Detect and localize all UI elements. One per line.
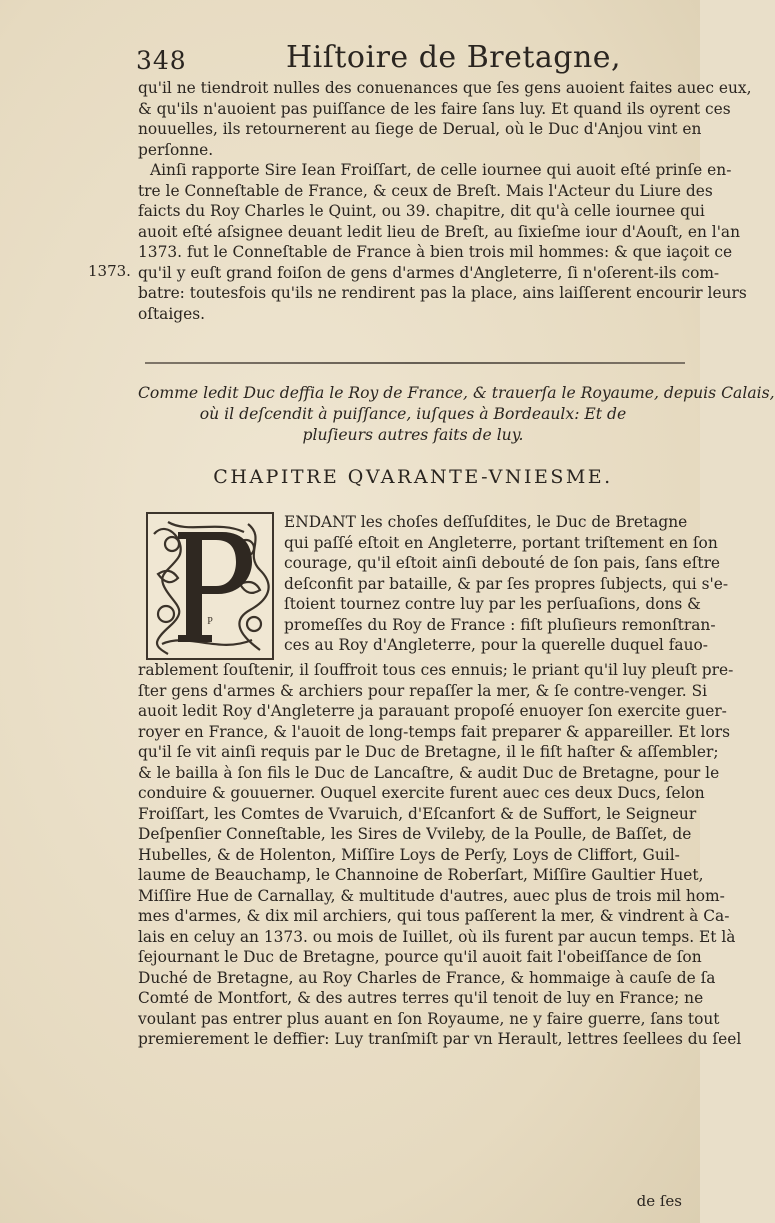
text-line: lais en celuy an 1373. ou mois de Iuillet, où ils furent par aucun temps. Et là (138, 927, 736, 946)
text-line: ſtoient tournez contre luy par les perſuaſions, dons & (284, 595, 701, 613)
text-line: & le bailla à ſon fils le Duc de Lancaſtre, & audit Duc de Bretagne, pour le (138, 763, 720, 782)
ornamental-drop-cap (146, 512, 274, 660)
text-line: qu'il ſe vit ainſi requis par le Duc de Bretagne, il le fiſt haſter & aſſembler; (138, 743, 719, 761)
text-line: laume de Beauchamp, le Channoine de Roberſart, Miſſire Gaultier Huet, (138, 866, 704, 884)
text-line: faicts du Roy Charles le Quint, ou 39. chapitre, dit qu'à celle iournee qui (138, 202, 705, 220)
text-line: Deſpenſier Conneſtable, les Sires de Vvileby, de la Poulle, de Baſſet, de (138, 825, 692, 843)
text-line: voulant pas entrer plus auant en ſon Royaume, ne y faire guerre, ſans tout (138, 1009, 720, 1028)
chapter-heading: CHAPITRE QVARANTE-VNIESME. (213, 466, 613, 488)
text-line: Comté de Montfort, & des autres terres qu'il tenoit de luy en France; ne (138, 989, 704, 1007)
text-line: premierement le deffier: Luy tranſmiſt par vn Herault, lettres ſeellees du ſeel (138, 1030, 742, 1048)
drop-cap-letter: P (207, 616, 213, 627)
chapter-summary (138, 383, 775, 446)
text-line: mes d'armes, & dix mil archiers, qui tous paſſerent la mer, & vindrent à Ca- (138, 907, 730, 925)
text-line: Froiſſart, les Comtes de Vvaruich, d'Eſcanfort & de Suffort, le Seigneur (138, 804, 697, 823)
text-line: 1373. fut le Conneſtable de France à bien trois mil hommes: & que iaçoit ce (138, 243, 733, 261)
text-line: Duché de Bretagne, au Roy Charles de France, & hommaige à cauſe de ſa (138, 968, 716, 987)
text-line: ENDANT les choſes deſſuſdites, le Duc de Bretagne (284, 513, 688, 531)
text-line: nouuelles, ils retournerent au ſiege de Derual, où le Duc d'Anjou vint en (138, 120, 702, 138)
text-line: qui paſſé eſtoit en Angleterre, portant triſtement en ſon (284, 533, 718, 552)
page-header (136, 40, 686, 80)
summary-line: où il deſcendit à puiſſance, iuſques à Bordeaulx: Et de (199, 405, 627, 423)
opening-paragraphs (138, 78, 752, 324)
text-line: royer en France, & l'auoit de long-temps fait preparer & appareiller. Et lors (138, 722, 730, 741)
text-line: auoit eſté aſsignee deuant ledit lieu de Breſt, au ſixieſme iour d'Aouſt, en l'an (138, 222, 741, 241)
text-line: auoit ledit Roy d'Angleterre ja parauant propoſé enuoyer ſon exercite guer- (138, 702, 727, 720)
text-line: tre le Conneſtable de France, & ceux de Breſt. Mais l'Acteur du Liure des (138, 181, 713, 200)
text-line: Ainſi rapporte Sire Iean Froiſſart, de celle iournee qui auoit eſté prinſe en- (150, 161, 732, 179)
chapter-text-beside-initial (284, 512, 729, 656)
chapter-text (138, 660, 742, 1050)
text-line: Miſſire Hue de Carnallay, & multitude d'autres, auec plus de trois mil hom- (138, 886, 725, 905)
text-line: rablement ſouſtenir, il ſouffroit tous ces ennuis; le priant qu'il luy pleuſt pre- (138, 661, 734, 679)
text-line: ſter gens d'armes & archiers pour repaſſer la mer, & ſe contre-venger. Si (138, 681, 708, 700)
summary-line: pluſieurs autres faits de luy. (302, 426, 524, 444)
text-line: Hubelles, & de Holenton, Miſſire Loys de Perſy, Loys de Cliffort, Guil- (138, 845, 680, 864)
text-line: ces au Roy d'Angleterre, pour la querelle duquel fauo- (284, 636, 708, 654)
drop-cap-ornament-icon (148, 514, 272, 658)
margin-year-note: 1373. (88, 262, 131, 280)
text-line: ſejournant le Duc de Bretagne, pource qu'il auoit fait l'obeiſſance de ſon (138, 948, 702, 966)
text-line: batre: toutesfois qu'ils ne rendirent pas la place, ains laiſſerent encourir leurs (138, 284, 747, 302)
summary-line: Comme ledit Duc deffia le Roy de France, & trauerſa le Royaume, depuis Calais, (138, 384, 775, 402)
text-line: qu'il ne tiendroit nulles des conuenances que ſes gens auoient faites auec eux, (138, 79, 752, 97)
running-title: Hiſtoire de Bretagne, (286, 40, 622, 75)
text-line: promeſſes du Roy de France : fiſt pluſieurs remonſtran- (284, 615, 716, 634)
text-line: courage, qu'il eſtoit ainſi debouté de ſon pais, ſans eſtre (284, 554, 721, 572)
text-line: deſconfit par bataille, & par ſes propres ſubjects, qui s'e- (284, 574, 729, 593)
text-line: oſtaiges. (138, 304, 205, 323)
catchword: de ſes (636, 1192, 682, 1210)
page-number: 348 (136, 46, 187, 75)
text-line: perſonne. (138, 140, 214, 159)
text-line: & qu'ils n'auoient pas puiſſance de les faire ſans luy. Et quand ils oyrent ces (138, 99, 731, 118)
section-divider (145, 362, 685, 364)
text-line: conduire & gouuerner. Ouquel exercite furent auec ces deux Ducs, ſelon (138, 784, 705, 802)
text-line: qu'il y euſt grand foiſon de gens d'armes d'Angleterre, ſi n'oſerent-ils com- (138, 263, 720, 282)
